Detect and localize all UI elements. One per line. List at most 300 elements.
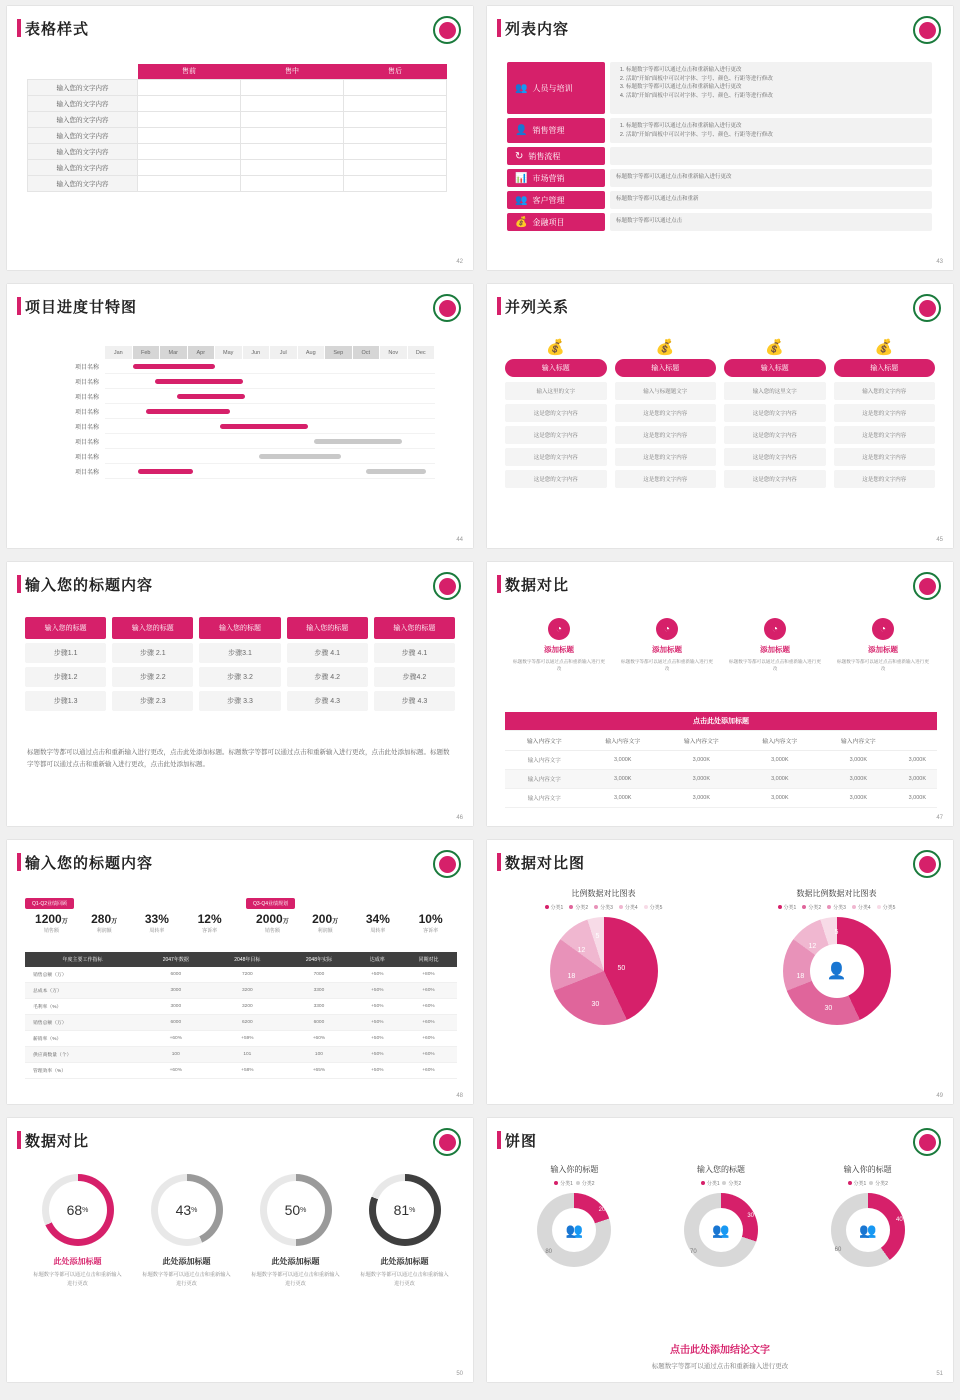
table-cell: 毛利率（%）: [25, 999, 140, 1015]
gantt-month: Feb: [133, 346, 161, 359]
page-number: 46: [456, 815, 463, 821]
table-cell: 输入内容文字: [505, 789, 584, 808]
table-cell: 管理效率（%）: [25, 1063, 140, 1079]
ring-title: 此处添加标题: [53, 1257, 102, 1266]
table-cell: 101: [212, 1047, 284, 1063]
title-accent-bar: [497, 297, 501, 315]
page-title: 表格样式: [25, 21, 90, 38]
gantt-row: [49, 434, 439, 449]
table-cell: +60%: [400, 1063, 457, 1079]
list-item[interactable]: [507, 191, 932, 209]
pie-value: 30: [824, 1005, 833, 1012]
column-header[interactable]: 输入标题: [724, 359, 826, 377]
table-row: [28, 95, 447, 111]
logo-icon: [433, 16, 461, 44]
table-cell: +50%: [355, 1047, 400, 1063]
step-cell: 步骤1.2: [25, 667, 106, 687]
table-row: [25, 999, 457, 1015]
legend-label: 分类2: [575, 905, 589, 911]
table-row: [25, 967, 457, 983]
compare-table: [505, 712, 937, 808]
table-cell: 输入内容文字: [505, 751, 584, 770]
pie-value: 18: [796, 973, 805, 980]
kpi-group-tag: Q1-Q2业绩回顾: [25, 898, 74, 909]
title-accent-bar: [497, 575, 501, 593]
column-header[interactable]: 输入标题: [505, 359, 607, 377]
table-cell: [241, 79, 344, 95]
ring-item: [23, 1174, 132, 1289]
column-cell: 这是您的文字内容: [724, 470, 826, 488]
table-cell: [138, 143, 241, 159]
list-line: 1. 标题数字等都可以通过点击和重新输入进行更改: [626, 122, 926, 131]
legend-label: 分类1: [550, 905, 564, 911]
chart-title: 比例数据对比图表: [571, 889, 636, 898]
kpi-label: 客诉率: [423, 928, 439, 934]
kpi-item: [78, 912, 131, 934]
kpi-value: 34%: [365, 912, 390, 926]
table-header: 同期对比: [400, 952, 457, 967]
kpi-value: 200: [312, 912, 333, 926]
gantt-row: [49, 389, 439, 404]
page-number: 50: [456, 1371, 463, 1377]
table-cell: 3200: [212, 999, 284, 1015]
pie-icon: ◔: [872, 618, 894, 640]
list-item-tag[interactable]: [507, 191, 605, 209]
table-cell: 3,000K: [898, 789, 937, 808]
gantt-month: Mar: [160, 346, 188, 359]
gantt-bar[interactable]: [220, 424, 308, 429]
column-cell: 这是您的文字内容: [505, 426, 607, 444]
step-cell: 步骤4.2: [374, 667, 455, 687]
table-row: [25, 1047, 457, 1063]
table-row: [28, 111, 447, 127]
table-cell: 6200: [212, 1015, 284, 1031]
people-icon: 👥: [846, 1208, 890, 1252]
body-paragraph: 标题数字等都可以通过点击和重新输入进行更改，点击此处添加标题。标题数字等都可以通过点击和重新输入进行更改，点击此处添加标题。标题数字等都可以通过点击和重新输入进行更改，点击此处添加标题。: [27, 749, 450, 769]
step-cell: 步骤 4.1: [374, 643, 455, 663]
kpi-value: 1200: [35, 912, 62, 926]
table-cell: [344, 143, 447, 159]
table-cell: +50%: [355, 1031, 400, 1047]
table-cell: [241, 143, 344, 159]
page-title: 项目进度甘特图: [25, 299, 138, 316]
logo-icon: [913, 1128, 941, 1156]
step-header[interactable]: 输入您的标题: [287, 617, 368, 639]
group-training-icon: 👥: [515, 82, 528, 94]
kpi-label: 利润额: [96, 928, 112, 934]
ring-desc: 标题数字等都可以通过点击和重新输入进行更改: [33, 1272, 122, 1287]
table-cell: [138, 79, 241, 95]
table-cell: 3,000K: [584, 789, 663, 808]
column-cell: 这是您的文字内容: [615, 426, 717, 444]
logo-icon: [913, 16, 941, 44]
chart-title: 输入你的标题: [843, 1165, 892, 1174]
ring-graphic: [369, 1174, 441, 1246]
list-item-tag[interactable]: [507, 147, 605, 165]
column-cell: 这是您的文字内容: [505, 470, 607, 488]
ring-graphic: [42, 1174, 114, 1246]
kpi-group-tag: Q3-Q4业绩规划: [246, 898, 295, 909]
customer-icon: 👥: [515, 194, 528, 206]
gantt-track: [105, 389, 435, 404]
page-number: 44: [456, 537, 463, 543]
list-item-label: 人员与培训: [532, 83, 573, 93]
pie-chart-item: [648, 1164, 795, 1267]
chart-title: 数据比例数据对比图表: [796, 889, 877, 898]
gantt-bar[interactable]: [138, 469, 193, 474]
chart-legend: [501, 1180, 648, 1187]
kpi-unit: 万: [61, 919, 68, 925]
page-title: 输入您的标题内容: [25, 855, 154, 872]
step-header[interactable]: 输入您的标题: [112, 617, 193, 639]
finance-icon: 💰: [515, 216, 528, 228]
kpi-label: 客诉率: [202, 928, 218, 934]
table-cell: [344, 127, 447, 143]
chart-title: 输入你的标题: [550, 1165, 599, 1174]
pie-chart-item: [501, 1164, 648, 1267]
table-cell: 3,000K: [819, 770, 898, 789]
list-line: 1. 标题数字等都可以通过点击和重新输入进行更改: [626, 66, 926, 75]
title-accent-bar: [17, 1131, 21, 1149]
table-header: 2048年目标: [212, 952, 284, 967]
pie-value: 80: [545, 1249, 553, 1255]
pie-value: 30: [747, 1213, 754, 1219]
column-header[interactable]: 输入标题: [834, 359, 936, 377]
step-header[interactable]: 输入您的标题: [374, 617, 455, 639]
parallel-column: [724, 338, 826, 492]
table-header-row: [505, 731, 937, 751]
gantt-row-label: 项目名称: [74, 425, 99, 431]
legend-label: 分类2: [875, 1181, 888, 1187]
ring-title: 此处添加标题: [380, 1257, 429, 1266]
table-row: [505, 789, 937, 808]
page-number: 43: [936, 259, 943, 265]
legend-label: 分类1: [783, 905, 797, 911]
logo-icon: [433, 572, 461, 600]
gantt-row: [49, 374, 439, 389]
chart-legend: [794, 1180, 941, 1187]
kpi-detail-table: [25, 952, 457, 1079]
table-cell: +50%: [355, 999, 400, 1015]
column-cell: 这是您的文字内容: [724, 426, 826, 444]
list-item[interactable]: [507, 169, 932, 187]
gantt-bar[interactable]: [177, 394, 245, 399]
style-table: [27, 64, 447, 192]
slide-steps: [7, 562, 473, 826]
coins-icon: 💰: [765, 339, 785, 356]
table-cell: [241, 127, 344, 143]
table-header-pre: 售前: [138, 64, 241, 79]
column-cell: 这是您的文字内容: [615, 470, 717, 488]
kpi-unit: 万: [332, 919, 339, 925]
slide-ring-compare: [7, 1118, 473, 1382]
table-cell: 3300: [283, 983, 355, 999]
slide-kpi-table: [7, 840, 473, 1104]
table-cell: 3,000K: [819, 789, 898, 808]
gantt-chart: [49, 346, 439, 479]
chart-legend: [648, 1180, 795, 1187]
table-cell: 3000: [140, 983, 212, 999]
table-row: [505, 770, 937, 789]
table-cell: 6000: [283, 1015, 355, 1031]
list-item-body: 标题数字等都可以通过点击和重新: [610, 191, 932, 209]
table-cell: 3200: [212, 983, 284, 999]
table-cell: 供应商数量（个）: [25, 1047, 140, 1063]
card-desc: 标题数字等都可以通过点击和重新输入进行更改: [837, 659, 929, 672]
table-cell: [241, 95, 344, 111]
pie-value: 12: [577, 947, 586, 954]
kpi-unit: 万: [282, 919, 289, 925]
step-header[interactable]: 输入您的标题: [199, 617, 280, 639]
list-item[interactable]: [507, 213, 932, 231]
list-line: 2. 活助"开始"面板中可以对字体、字号、颜色、行距等进行修改: [626, 131, 926, 140]
table-cell-label: 输入您的文字内容: [28, 127, 138, 143]
kpi-value: 2000: [256, 912, 283, 926]
gantt-row-label: 项目名称: [74, 470, 99, 476]
table-cell: +59%: [212, 1031, 284, 1047]
table-cell: +60%: [400, 1015, 457, 1031]
table-cell: +60%: [140, 1063, 212, 1079]
kpi-label: 销售额: [43, 928, 59, 934]
page-title: 输入您的标题内容: [25, 577, 154, 594]
pie-chart-item: [794, 1164, 941, 1267]
legend-item: [877, 904, 896, 911]
table-cell: 3,000K: [819, 751, 898, 770]
table-row: [28, 159, 447, 175]
pie-value: 60: [834, 1247, 842, 1253]
table-cell: 3,000K: [741, 751, 820, 770]
gantt-bar[interactable]: [259, 454, 341, 459]
gantt-month: Sep: [325, 346, 353, 359]
step-cell: 步骤 2.1: [112, 643, 193, 663]
sales-icon: 👤: [515, 125, 528, 136]
step-cell: 步骤 4.3: [374, 691, 455, 711]
ring-unit: %: [191, 1206, 198, 1214]
gantt-bar[interactable]: [133, 364, 215, 369]
ring-desc: 标题数字等都可以通过点击和重新输入进行更改: [142, 1272, 231, 1287]
table-cell: 3,000K: [741, 789, 820, 808]
ring-value: 43: [175, 1202, 192, 1218]
gantt-track: [105, 419, 435, 434]
pie-icon: ◔: [548, 618, 570, 640]
table-cell: 销售总额（万）: [25, 1015, 140, 1031]
legend-item: [802, 904, 821, 911]
legend-label: 分类4: [624, 905, 638, 911]
legend-item: [619, 904, 638, 911]
list-item-label: 客户管理: [532, 195, 565, 205]
pie-value: 12: [808, 943, 817, 950]
step-cell: 步骤1.3: [25, 691, 106, 711]
gantt-month: Oct: [353, 346, 381, 359]
gantt-track: [105, 464, 435, 479]
legend-item: [644, 904, 663, 911]
legend-label: 分类5: [649, 905, 663, 911]
list-line: 4. 活助"开始"面板中可以对字体、字号、颜色、行距等进行修改: [626, 92, 926, 101]
legend-label: 分类1: [706, 1181, 720, 1187]
table-cell: +60%: [140, 1031, 212, 1047]
page-title: 数据对比: [25, 1133, 90, 1150]
card-desc: 标题数字等都可以通过点击和重新输入进行更改: [621, 659, 713, 672]
table-cell-label: 输入您的文字内容: [28, 175, 138, 191]
legend-item: [594, 904, 613, 911]
kpi-group: [246, 892, 457, 934]
people-icon: 👥: [552, 1208, 596, 1252]
table-banner-row: [505, 712, 937, 731]
legend-label: 分类1: [560, 1181, 573, 1187]
table-cell: 3,000K: [584, 770, 663, 789]
list-item-tag[interactable]: [507, 169, 605, 187]
table-cell: 薪销率（%）: [25, 1031, 140, 1047]
column-cell: 这是您的文字内容: [615, 448, 717, 466]
column-header[interactable]: 输入标题: [615, 359, 717, 377]
list-item-body: 标题数字等都可以通过点击和重新输入进行更改: [610, 169, 932, 187]
list-line: 2. 活助"开始"面板中可以对字体、字号、颜色、行距等进行修改: [626, 75, 926, 84]
slide-list-content: [487, 6, 953, 270]
legend-item: [852, 904, 871, 911]
table-cell: [344, 79, 447, 95]
table-cell: 3,000K: [662, 751, 741, 770]
table-cell: 6000: [140, 967, 212, 983]
page-number: 48: [456, 1093, 463, 1099]
slide-pie-compare: [487, 840, 953, 1104]
list-item[interactable]: [507, 118, 932, 143]
legend-label: 分类3: [833, 905, 846, 911]
ring-desc: 标题数字等都可以通过点击和重新输入进行更改: [360, 1272, 449, 1287]
column-cell: 输入这里的文字: [505, 382, 607, 400]
legend-label: 分类2: [808, 905, 822, 911]
parallel-columns: [505, 338, 935, 492]
ring-item: [132, 1174, 241, 1289]
kpi-item: [131, 912, 184, 934]
ring-title: 此处添加标题: [271, 1257, 320, 1266]
gantt-month: Jan: [105, 346, 133, 359]
kpi-value: 10%: [418, 912, 443, 926]
step-cell: 步骤 2.2: [112, 667, 193, 687]
ring-value: 81: [393, 1202, 410, 1218]
step-cell: 步骤1.1: [25, 643, 106, 663]
legend-label: 分类2: [728, 1181, 742, 1187]
table-cell-label: 输入您的文字内容: [28, 79, 138, 95]
table-row: [25, 1063, 457, 1079]
table-row: [25, 983, 457, 999]
conclusion-title: 点击此处添加结论文字: [670, 1345, 770, 1356]
card-title: 添加标题: [652, 645, 682, 654]
gantt-month-header: [105, 346, 439, 359]
table-cell: 3,000K: [662, 789, 741, 808]
pie-value: 5: [834, 929, 839, 936]
list-item[interactable]: [507, 147, 932, 165]
page-title: 并列关系: [505, 299, 570, 316]
table-cell-label: 输入您的文字内容: [28, 159, 138, 175]
gantt-bar[interactable]: [314, 439, 402, 444]
title-accent-bar: [497, 1131, 501, 1149]
table-cell: [241, 175, 344, 191]
pie-value: 40: [895, 1217, 903, 1223]
table-cell-label: 输入您的文字内容: [28, 95, 138, 111]
gantt-bar[interactable]: [155, 379, 243, 384]
ring-value: 68: [66, 1202, 83, 1218]
gantt-track: [105, 374, 435, 389]
pie-chart-right: [720, 888, 953, 1025]
table-header: 2047年数据: [140, 952, 212, 967]
table-header-post: 售后: [344, 64, 447, 79]
table-cell: 3,000K: [898, 751, 937, 770]
list-item-tag[interactable]: [507, 62, 605, 114]
slide-parallel: [487, 284, 953, 548]
gantt-row-label: 项目名称: [74, 365, 99, 371]
title-accent-bar: [17, 297, 21, 315]
column-cell: 这是您的文字内容: [505, 404, 607, 422]
gantt-row-label: 项目名称: [74, 395, 99, 401]
list-item-label: 金融项目: [532, 217, 565, 227]
kpi-item: [183, 912, 236, 934]
step-cell: 步骤 4.3: [287, 691, 368, 711]
coins-icon: 💰: [874, 339, 894, 356]
ring-graphic: [151, 1174, 223, 1246]
ring-graphic: [260, 1174, 332, 1246]
table-cell: [344, 95, 447, 111]
list-item[interactable]: [507, 62, 932, 114]
list-item-tag[interactable]: [507, 118, 605, 143]
logo-icon: [433, 294, 461, 322]
table-cell: [241, 111, 344, 127]
kpi-label: 周转率: [149, 928, 165, 934]
list-item-label: 销售流程: [528, 151, 561, 161]
table-cell: [138, 111, 241, 127]
gantt-bar[interactable]: [146, 409, 230, 414]
coins-icon: 💰: [546, 339, 566, 356]
title-accent-bar: [17, 853, 21, 871]
table-cell: 3,000K: [898, 770, 937, 789]
page-title: 饼图: [505, 1133, 538, 1150]
legend-label: 分类2: [581, 1181, 595, 1187]
table-cell: 7000: [283, 967, 355, 983]
ring-unit: %: [300, 1206, 307, 1214]
page-title: 数据对比: [505, 577, 570, 594]
kpi-value: 33%: [144, 912, 169, 926]
list-item-body: [610, 147, 932, 165]
step-header[interactable]: 输入您的标题: [25, 617, 106, 639]
pie-value: 5: [595, 933, 600, 940]
pie-value: 18: [567, 973, 576, 980]
gantt-month: Aug: [298, 346, 326, 359]
legend-item: [545, 904, 564, 911]
table-cell: 100: [140, 1047, 212, 1063]
gantt-bar[interactable]: [366, 469, 426, 474]
kpi-label: 周转率: [370, 928, 386, 934]
table-cell: [138, 95, 241, 111]
compare-card: [613, 618, 721, 673]
table-row: [28, 79, 447, 95]
legend-label: 分类3: [600, 905, 613, 911]
donut-graphic: [783, 917, 891, 1025]
chart-legend: [720, 904, 953, 911]
gantt-month: Jun: [243, 346, 271, 359]
gantt-row: [49, 464, 439, 479]
page-number: 45: [936, 537, 943, 543]
list-container: [507, 62, 932, 235]
table-header-mid: 售中: [241, 64, 344, 79]
ring-item: [350, 1174, 459, 1289]
kpi-value: 12%: [197, 912, 222, 926]
legend-label: 分类5: [882, 905, 896, 911]
list-item-tag[interactable]: [507, 213, 605, 231]
pie-value: 50: [617, 965, 626, 972]
table-cell: 3,000K: [584, 751, 663, 770]
kpi-label: 销售额: [264, 928, 280, 934]
compare-card: [829, 618, 937, 673]
step-column: [199, 617, 280, 715]
